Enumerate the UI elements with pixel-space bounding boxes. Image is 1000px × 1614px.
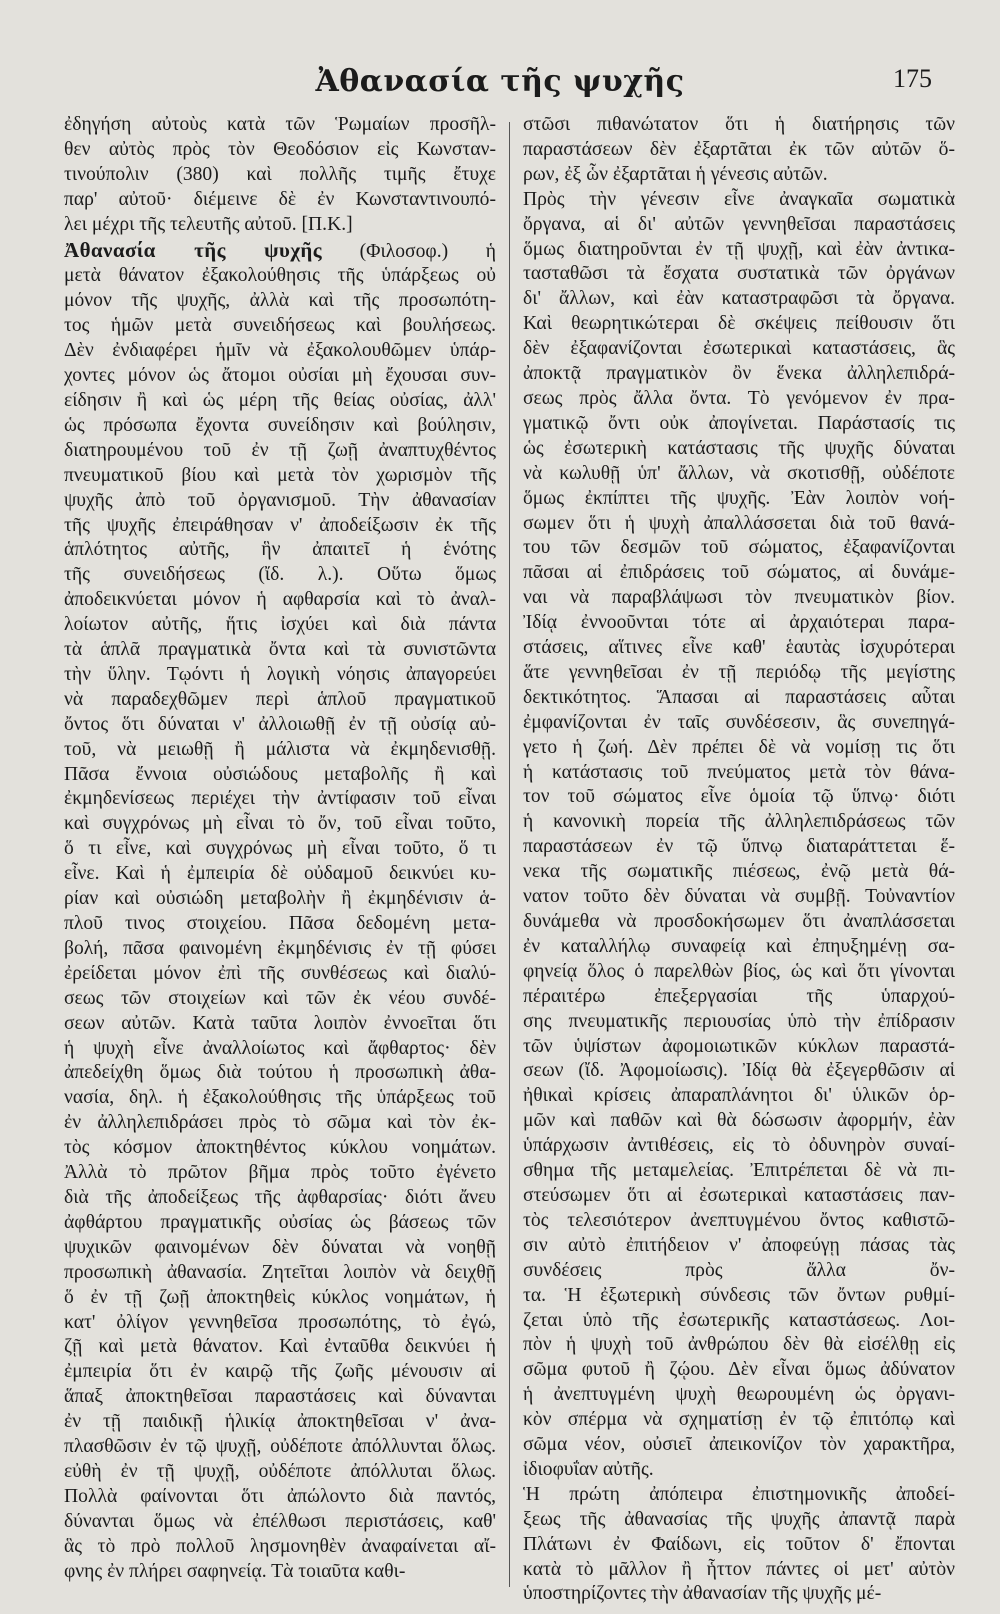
text-line: σῶμα νέον, οὐσιεῖ ἀπεικονίζον τὸν χαρακτῆρα, (523, 1434, 955, 1456)
text-line: σιν αὐτὸ ἐπιτήδειον ν' ἀποφεύγῃ πάσας τὰς (523, 1234, 955, 1256)
text-line: κὸν σπέρμα νὰ σχηματίσῃ ἐν τῷ ἐπιτόπῳ καὶ (523, 1409, 955, 1431)
text-line: ἐρείδεται μόνον ἐπὶ τῆς συνθέσεως καὶ διαλύ- (64, 962, 496, 984)
text-line: ὅ τι εἶνε, καὶ συγχρόνως μὴ εἶναι τοῦτο, ὅ τι (64, 838, 496, 860)
text-line: του τῶν δεσμῶν τοῦ σώματος, ἐξαφανίζονται (523, 537, 955, 559)
text-line: Ἰδίᾳ ἐννοοῦνται τότε αἱ ἀρχαιότεραι παρα- (523, 612, 955, 634)
text-line: τινούπολιν (380) καὶ πολλῆς τιμῆς ἔτυχε (64, 163, 496, 185)
text-line: σωμεν ὅτι ἡ ψυχὴ ἀπαλλάσσεται διὰ τοῦ θανά- (523, 512, 955, 534)
text-line: ἃς τὸ πρὸ πολλοῦ λησμονηθὲν ἀναφαίνεται αἴ- (64, 1535, 496, 1557)
column-divider (509, 122, 510, 1587)
text-line: βολή, πᾶσα φαινομένη ἐκμηδένισις ἐν τῇ φύσει (64, 937, 496, 959)
text-line: ρων, ἐξ ὧν ἐξαρτᾶται ἡ γένεσις αὐτῶν. (523, 163, 828, 185)
text-line: νὰ κωλυθῇ ὑπ' ἄλλων, νὰ σκοτισθῇ, οὐδέποτε (523, 462, 955, 484)
text-line: δὲν ἐξαφανίζονται ἐσωτερικαὶ καταστάσεις, ἃς (523, 338, 955, 360)
text-line: γετο ἡ ζωή. Δὲν πρέπει δὲ νὰ νομίσῃ τις ὅτι (523, 736, 955, 758)
text-line: ἀφθάρτου πραγματικῆς οὐσίας ὡς βάσεως τῶν (64, 1211, 496, 1233)
text-line: ὅμως διατηροῦνται ἐν τῇ ψυχῇ, καὶ ἐὰν ἀντικα- (523, 238, 955, 260)
text-column-right (523, 113, 955, 1607)
text-line: ἠθικαὶ κρίσεις ἀπαραπλάνητοι δι' ὑλικῶν ὁρ- (523, 1085, 955, 1107)
text-line: πὸν ἡ ψυχὴ τοῦ ἀνθρώπου δὲν θὰ εἰσέλθῃ εἰς (523, 1334, 955, 1356)
text-line: φνης ἐν πλήρει σαφηνείᾳ. Τὰ τοιαῦτα καθι- (64, 1560, 406, 1582)
text-line: νὰ παραδεχθῶμεν περὶ ἁπλοῦ πραγματικοῦ (64, 688, 496, 710)
text-line: Πρὸς τὴν γένεσιν εἶνε ἀναγκαῖα σωματικὰ (523, 188, 955, 210)
running-head (0, 60, 1000, 100)
text-line: μόνον τῆς ψυχῆς, ἀλλὰ καὶ τῆς προσωπότη- (64, 290, 496, 312)
text-line: ὑποστηρίζοντες τὴν ἀθανασίαν τῆς ψυχῆς μέ- (523, 1583, 882, 1605)
text-line: ψυχικῶν φαινομένων δὲν δύναται νὰ νοηθῇ (64, 1236, 496, 1258)
entry-heading: Ἀθανασία τῆς ψυχῆς (64, 237, 323, 262)
text-line: πᾶσαι αἱ ἐπιδράσεις τοῦ σώματος, αἱ δυνάμε- (523, 562, 955, 584)
text-line: προσωπικὴ ἀθανασία. Ζητεῖται λοιπὸν νὰ δειχθῇ (64, 1261, 496, 1283)
text-line: σεως πρὸς ἄλλα ὄντα. Τὸ γενόμενον ἐν πρα- (523, 387, 955, 409)
entry-heading-line: Ἀθανασία τῆς ψυχῆς (Φιλοσοφ.) ἡ (64, 237, 496, 262)
text-line: ἀποκτᾷ πραγματικὸν ὂν ἕνεκα ἀλληλεπιδρά- (523, 363, 955, 385)
text-line: πέραιτέρω ἐπεξεργασίαι τῆς ὑπαρχού- (523, 985, 955, 1007)
text-line: ἅπαξ ἀποκτηθεῖσαι παραστάσεις καὶ δύνανται (64, 1386, 496, 1408)
text-line: Ἀλλὰ τὸ πρῶτον βῆμα πρὸς τοῦτο ἐγένετο (64, 1162, 496, 1184)
text-line: Καὶ θεωρητικώτεραι δὲ σκέψεις πείθουσιν ὅτι (523, 313, 955, 335)
text-line: ρίαν καὶ οὐσιώδη μεταβολὴν ἢ ἐκμηδένισιν ἁ- (64, 888, 496, 910)
text-line: πλασθῶσιν ἐν τῷ ψυχῇ, οὐδέποτε ἀπόλλυνται ὅλως. (64, 1436, 496, 1458)
text-line: ὡς ἐσωτερικὴ κατάστασις τῆς ψυχῆς δύναται (523, 437, 955, 459)
text-line: δεκτικότητος. Ἅπασαι αἱ παραστάσεις αὗται (523, 686, 955, 708)
text-line: τον τοῦ σώματος εἶνε ὁμοία τῷ ὕπνῳ· διότι (523, 786, 955, 808)
text-line: ἐμφανίζονται ἐν ταῖς συνδέσεσιν, ἃς συνεπηγά- (523, 711, 955, 733)
text-line: ἐκμηδενίσεως περιέχει τὴν ἀντίφασιν τοῦ εἶναι (64, 788, 496, 810)
text-line: σεων (ἴδ. Ἀφομοίωσις). Ἰδίᾳ θὰ ἐξεγερθῶσιν αἱ (523, 1060, 955, 1082)
text-line: δυνάμεθα νὰ προσδοκήσωμεν ὅτι ἀναπλάσσεται (523, 911, 955, 932)
text-line: δι' ἄλλων, καὶ ἐὰν καταστραφῶσι τὰ ὄργανα. (523, 288, 955, 310)
text-line: Πολλὰ φαίνονται ὅτι ἀπώλοντο διὰ παντός, (64, 1485, 496, 1507)
text-line: νατον τοῦτο δὲν δύναται νὰ συμβῇ. Τοὐναντίον (523, 886, 955, 908)
text-line: θεν αὐτὸς πρὸς τὸν Θεοδόσιον εἰς Κωνσταν- (64, 138, 496, 160)
text-line: διὰ τῆς ἀποδείξεως τῆς ἀφθαρσίας· διότι ἄνευ (64, 1186, 496, 1208)
text-line: ὅ ἐν τῇ ζωῇ ἀποκτηθεὶς κύκλος νοημάτων, ἡ (64, 1286, 496, 1308)
page-number: 175 (893, 64, 932, 93)
text-line: τὰ ἁπλᾶ πραγματικὰ ὄντα καὶ τὰ συνιστῶντα (64, 639, 496, 661)
text-line: σεων αὐτῶν. Κατὰ ταῦτα λοιπὸν ἐννοεῖται ὅτι (64, 1012, 496, 1034)
text-line: παρ' αὐτοῦ· διέμεινε δὲ ἐν Κωνσταντινουπό- (64, 188, 496, 210)
text-line: ἰδιοφυΐαν αὐτῆς. (523, 1458, 654, 1480)
text-line: σθημα τῆς μεταμελείας. Ἐπιτρέπεται δὲ νὰ πι- (523, 1160, 955, 1182)
text-line: ναι νὰ παραβλάψωσι τὸν πνευματικὸν βίον. (523, 587, 955, 609)
text-line: ὄντος ὅτι δύναται ν' ἀλλοιωθῇ ἐν τῇ οὐσίᾳ αὐ- (64, 713, 496, 735)
text-line: ἐν καταλλήλῳ συναφείᾳ καὶ ἐπηυξημένῃ σα- (523, 935, 955, 957)
text-line: είδησιν ἢ καὶ ὡς μέρη τῆς θείας οὐσίας, ἀλλ' (64, 389, 496, 411)
text-line: διατηρουμένου τοῦ ἐν τῇ ζωῇ ἀναπτυχθέντος (64, 439, 496, 461)
text-line: εἶνε. Καὶ ἡ ἐμπειρία δὲ οὐδαμοῦ δεικνύει κυ- (64, 863, 496, 885)
text-line: ζεται ὑπὸ τῆς ἐσωτερικῆς καταστάσεως. Λοι- (523, 1309, 955, 1331)
text-line: μετὰ θάνατον ἐξακολούθησις τῆς ὑπάρξεως οὐ (64, 265, 496, 287)
text-line: ὑπάρχωσιν ἀντιθέσεις, εἰς τὸ ὀδυνηρὸν συναί- (523, 1135, 955, 1157)
text-column-left (64, 113, 496, 1584)
text-line: ὅμως ἐκπίπτει τῆς ψυχῆς. Ἐὰν λοιπὸν νοή- (523, 487, 955, 509)
text-line: λοίωτον αὐτῆς, ἥτις ἰσχύει καὶ διὰ πάντα (64, 614, 496, 636)
text-line: Πλάτωνι ἐν Φαίδωνι, εἰς τοῦτον δ' ἔπονται (523, 1533, 955, 1555)
text-line: τὴν ὕλην. Τῳόντι ἡ λογικὴ νόησις ἀπαγορεύει (64, 663, 496, 685)
text-line: τὸς κόσμον ἀποκτηθέντος κύκλου νοημάτων. (64, 1137, 496, 1159)
text-line: ἡ ἀνεπτυγμένη ψυχὴ θεωρουμένη ὡς ὀργανι- (523, 1384, 955, 1406)
text-line: στῶσι πιθανώτατον ὅτι ἡ διατήρησις τῶν (523, 114, 955, 135)
text-line: φηνείᾳ ὅλος ὁ παρελθὼν βίος, ὡς καὶ ὅτι γίνονται (523, 960, 955, 982)
text-line: ἐν ἀλληλεπιδράσει πρὸς τὸ σῶμα καὶ τὸν ἐκ- (64, 1112, 496, 1134)
text-line: συνδέσεις πρὸς ἄλλα ὄν- (523, 1259, 955, 1281)
text-line: τος ἡμῶν μετὰ συνειδήσεως καὶ βουλήσεως. (64, 315, 496, 337)
text-line: κατὰ τὸ μᾶλλον ἢ ἧττον πάντες οἱ μετ' αὐτὸν (523, 1558, 955, 1580)
text-line: χοντες μόνον ὡς ἄτομοι οὐσίαι μὴ ἔχουσαι συν- (64, 365, 496, 387)
text-line: ἡ κατάστασις τοῦ πνεύματος μετὰ τὸν θάνα- (523, 761, 955, 783)
text-line: δύνανται ὅμως νὰ ἐπέλθωσι περιστάσεις, καθ' (64, 1510, 496, 1532)
text-line: ἅτε γεννηθεῖσαι ἐν τῇ περιόδῳ τῆς μεγίστης (523, 661, 955, 683)
text-line: νασία, δηλ. ἡ ἐξακολούθησις τῆς ὑπάρξεως τοῦ (64, 1087, 496, 1109)
text-line: ὡς πρόσωπα ἔχοντα συνείδησιν καὶ βούλησιν, (64, 414, 496, 436)
text-line: ψυχῆς ἀπὸ τοῦ ὀργανισμοῦ. Τὴν ἀθανασίαν (64, 489, 496, 511)
text-line: τῆς συνειδήσεως (ἴδ. λ.). Οὕτω ὅμως (64, 564, 496, 586)
text-line: ἀποδεικνύεται μόνον ἡ αφθαρσία καὶ τὸ ἀναλ- (64, 589, 496, 611)
text-line: σῶμα φυτοῦ ἢ ζῴου. Δὲν εἶναι ὅμως ἀδύνατον (523, 1359, 955, 1381)
text-line: ὄργανα, αἱ δι' αὐτῶν γεννηθεῖσαι παραστάσεις (523, 213, 955, 235)
text-line: ἡ ψυχὴ εἶνε ἀναλλοίωτος καὶ ἄφθαρτος· δὲν (64, 1037, 496, 1059)
running-title: Ἀθανασία τῆς ψυχῆς (315, 64, 685, 99)
text-line: Ἡ πρώτη ἀπόπειρα ἐπιστημονικῆς ἀποδεί- (523, 1483, 955, 1505)
text-line: τὸς τελεσιότερον ἀνεπτυγμένου ὄντος καθιστῶ- (523, 1209, 955, 1231)
text-line: λει μέχρι τῆς τελευτῆς αὐτοῦ. [Π.Κ.] (64, 213, 353, 235)
text-line: σεως τῶν στοιχείων καὶ τῶν ἐκ νέου συνδέ- (64, 987, 496, 1009)
text-line: τα. Ἡ ἐξωτερικὴ σύνδεσις τῶν ὄντων ρυθμί- (523, 1284, 955, 1306)
text-line: ἀπεδείχθη ὅμως διὰ τούτου ἡ προσωπικὴ ἀθα- (64, 1062, 496, 1084)
text-line: ἁπλότητος αὐτῆς, ἣν ἀπαιτεῖ ἡ ἑνότης (64, 539, 496, 561)
text-line: Δὲν ἐνδιαφέρει ἡμῖν νὰ ἐξακολουθῶμεν ὑπάρ- (64, 340, 496, 362)
text-line: Πᾶσα ἔννοια οὐσιώδους μεταβολῆς ἢ καὶ (64, 763, 496, 785)
text-line: εὐθὴ ἐν τῇ ψυχῇ, οὐδέποτε ἀπόλλυται ὅλως. (64, 1460, 496, 1482)
text-line: πνευματικοῦ βίου καὶ μετὰ τὸν χωρισμὸν τῆς (64, 464, 496, 486)
text-line: πλοῦ τινος στοιχείου. Πᾶσα δεδομένη μετα- (64, 913, 496, 934)
text-line: τῶν ὑψίστων ἀφομοιωτικῶν κύκλων παραστά- (523, 1035, 955, 1057)
text-line: παραστάσεων ἐν τῷ ὕπνῳ διαταράττεται ἕ- (523, 836, 955, 858)
text-line: καὶ συγχρόνως μὴ εἶναι τὸ ὄν, τοῦ εἶναι τοῦτο, (64, 813, 496, 835)
text-line: γματικῷ ὄντι οὐκ ἀπογίνεται. Παράστασίς τις (523, 412, 955, 434)
text-line: τοῦ, νὰ μειωθῇ ἢ μάλιστα νὰ ἐκμηδενισθῇ. (64, 738, 496, 760)
text-line: τασταθῶσι τὰ ἔσχατα συστατικὰ τῶν ὀργάνων (523, 263, 955, 285)
text-line: στεύσωμεν ὅτι αἱ ἐσωτερικαὶ καταστάσεις παν- (523, 1184, 955, 1206)
text-line: μῶν καὶ παθῶν καὶ θὰ δώσωσιν ἀφορμήν, ἐὰν (523, 1110, 955, 1132)
text-line: στάσεις, αἵτινες εἶνε καθ' ἑαυτὰς ἰσχυρότεραι (523, 637, 955, 659)
text-line: ἐν τῇ παιδικῇ ἡλικίᾳ ἀποκτηθεῖσαι ν' ἀνα- (64, 1411, 496, 1433)
text-line: τῆς ψυχῆς ἐπειράθησαν ν' ἀποδείξωσιν ἐκ τῆς (64, 514, 496, 536)
text-line: ζῇ καὶ μετὰ θάνατον. Καὶ ἐνταῦθα δεικνύει ἡ (64, 1336, 496, 1358)
text-line: ἐδηγήση αὐτοὺς κατὰ τῶν Ῥωμαίων προσῆλ- (64, 114, 496, 135)
text-line: ἡ κανονικὴ πορεία τῆς ἀλληλεπιδράσεως τῶν (523, 811, 955, 833)
text-line: ξεως τῆς ἀθανασίας τῆς ψυχῆς ἀπαντᾷ παρὰ (523, 1508, 955, 1530)
text-line: ἐμπειρία ὅτι ἐν καιρῷ τῆς ζωῆς μένουσιν αἱ (64, 1361, 496, 1383)
text-line: κατ' ὀλίγον γεννηθεῖσα προσωπότης, τὸ ἐγώ, (64, 1311, 496, 1333)
text-line: σης πνευματικῆς περιουσίας ὑπὸ τὴν ἐπίδρασιν (523, 1010, 955, 1032)
text-line: παραστάσεων δὲν ἐξαρτᾶται ἐκ τῶν αὐτῶν ὅ- (523, 138, 955, 160)
text-line: νεκα τῆς σωματικῆς πιέσεως, ἐνῷ μετὰ θά- (523, 861, 955, 883)
